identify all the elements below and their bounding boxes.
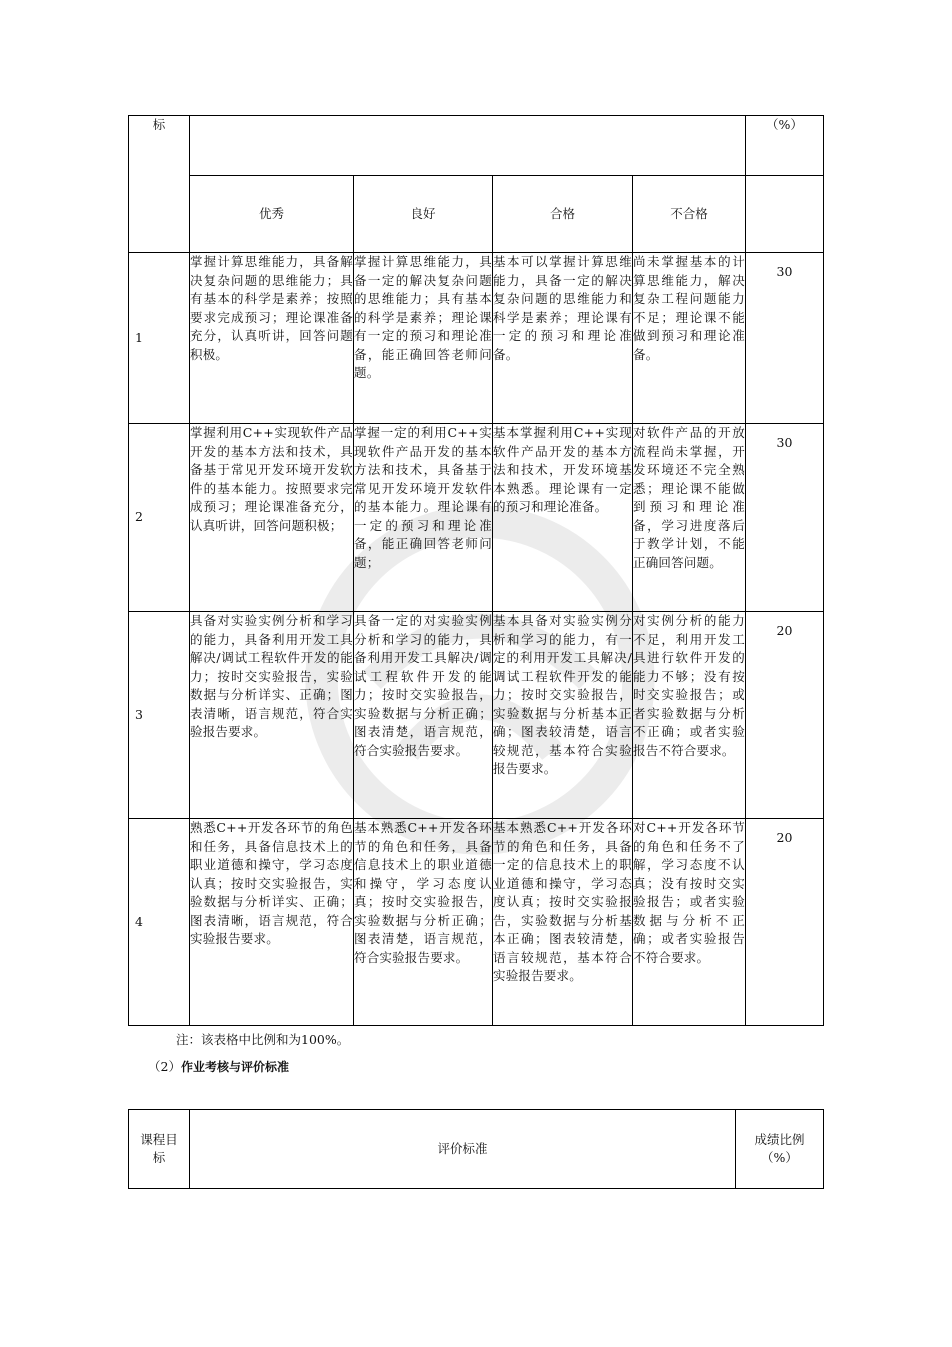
section-heading bbox=[148, 1057, 289, 1075]
goal-id: 4 bbox=[129, 819, 190, 1026]
section-number: （2） bbox=[148, 1059, 181, 1074]
level-pass: 合格 bbox=[493, 176, 633, 253]
criterion-good: 具备一定的对实验实例分析和学习的能力，具备利用开发工具解决/调试工程软件开发的能力；按时交实验报告，实验数据与分析正确；图表清楚，语言规范，符合实验报告要求。 bbox=[354, 612, 493, 819]
goal-id: 2 bbox=[129, 424, 190, 612]
criteria-header-blank bbox=[190, 116, 746, 176]
criterion-good: 掌握一定的利用C++实现软件产品开发的基本方法和技术，具备基于常见开发环境开发软件的基本能力。理论课有一定的预习和理论准备，能正确回答老师问题； bbox=[354, 424, 493, 612]
ratio-subheader-blank bbox=[746, 176, 824, 253]
goal-header: 标 bbox=[129, 116, 190, 253]
criterion-good: 基本熟悉C++开发各环节的角色和任务，具备信息技术上的职业道德和操守，学习态度认真；按时交实验报告，实验数据与分析正确；图表清楚，语言规范，符合实验报告要求。 bbox=[354, 819, 493, 1026]
level-good: 良好 bbox=[354, 176, 493, 253]
table-row bbox=[129, 424, 824, 612]
ratio-value: 30 bbox=[746, 253, 824, 424]
goal-header-line1: 课程目 bbox=[140, 1131, 178, 1147]
criterion-excellent: 熟悉C++开发各环节的角色和任务，具备信息技术上的职业道德和操守，学习态度认真；按时交实验报告，实验数据与分析详实、正确；图表清晰，语言规范，符合实验报告要求。 bbox=[190, 819, 354, 1026]
criterion-fail: 尚未掌握基本的计算思维能力，解决复杂工程问题能力不足；理论课不能做到预习和理论准备。 bbox=[633, 253, 746, 424]
section-title: 作业考核与评价标准 bbox=[180, 1060, 289, 1074]
criterion-fail: 对实例分析的能力不足，利用开发工具进行软件开发的能力不够；没有按时交实验报告；或者实验数据与分析不正确；或者实验报告不符合要求。 bbox=[633, 612, 746, 819]
ratio-header: （%） bbox=[746, 116, 824, 176]
criterion-fail: 对软件产品的开放流程尚未掌握，开发环境还不完全熟悉；理论课不能做到预习和理论准备，学习进度落后于教学计划，不能正确回答问题。 bbox=[633, 424, 746, 612]
table-note: 注：该表格中比例和为100%。 bbox=[176, 1032, 350, 1047]
goal-id: 1 bbox=[129, 253, 190, 424]
level-fail: 不合格 bbox=[633, 176, 746, 253]
goal-header-line2: 标 bbox=[152, 1150, 166, 1165]
goal-id: 3 bbox=[129, 612, 190, 819]
ratio-header-line1: 成绩比例 bbox=[754, 1131, 805, 1147]
criterion-fail: 对C++开发各环节的角色和任务不了解，学习态度不认真；没有按时交实验报告；或者实验数据与分析不正确；或者实验报告不符合要求。 bbox=[633, 819, 746, 1026]
table-row bbox=[129, 612, 824, 819]
ratio-value: 30 bbox=[746, 424, 824, 612]
criterion-pass: 基本熟悉C++开发各环节的角色和任务，具备一定的信息技术上的职业道德和操守，学习态度认真；按时交实验报告，实验数据与分析基本正确；图表较清楚，语言较规范，基本符合实验报告要求。 bbox=[493, 819, 633, 1026]
ratio-header bbox=[736, 1110, 824, 1189]
criterion-pass: 基本可以掌握计算思维能力，具备一定的解决复杂问题的思维能力和科学是素养；理论课有一定的预习和理论准备。 bbox=[493, 253, 633, 424]
homework-table bbox=[128, 1109, 824, 1189]
goal-header bbox=[129, 1110, 190, 1189]
ratio-value: 20 bbox=[746, 819, 824, 1026]
ratio-value: 20 bbox=[746, 612, 824, 819]
criterion-excellent: 掌握利用C++实现软件产品开发的基本方法和技术，具备基于常见开发环境开发软件的基本能力。按照要求完成预习；理论课准备充分，认真听讲，回答问题积极； bbox=[190, 424, 354, 612]
ratio-header-line2: （%） bbox=[761, 1150, 798, 1165]
criterion-excellent: 具备对实验实例分析和学习的能力，具备利用开发工具解决/调试工程软件开发的能力；按时交实验报告，实验数据与分析详实、正确；图表清晰，语言规范，符合实验报告要求。 bbox=[190, 612, 354, 819]
criterion-pass: 基本掌握利用C++实现软件产品开发的基本方法和技术，开发环境基本熟悉。理论课有一定的预习和理论准备。 bbox=[493, 424, 633, 612]
level-excellent: 优秀 bbox=[190, 176, 354, 253]
evaluation-table bbox=[128, 115, 824, 1026]
criterion-pass: 基本具备对实验实例分析和学习的能力，有一定的利用开发工具解决/调试工程软件开发的能力；按时交实验报告，实验数据与分析基本正确；图表较清楚，语言较规范，基本符合实验报告要求。 bbox=[493, 612, 633, 819]
table-row bbox=[129, 253, 824, 424]
criteria-header: 评价标准 bbox=[190, 1110, 736, 1189]
table-row bbox=[129, 819, 824, 1026]
criterion-excellent: 掌握计算思维能力，具备解决复杂问题的思维能力；具有基本的科学是素养；按照要求完成预习；理论课准备充分，认真听讲，回答问题积极。 bbox=[190, 253, 354, 424]
criterion-good: 掌握计算思维能力，具备一定的解决复杂问题的思维能力；具有基本的科学是素养；理论课有一定的预习和理论准备，能正确回答老师问题。 bbox=[354, 253, 493, 424]
